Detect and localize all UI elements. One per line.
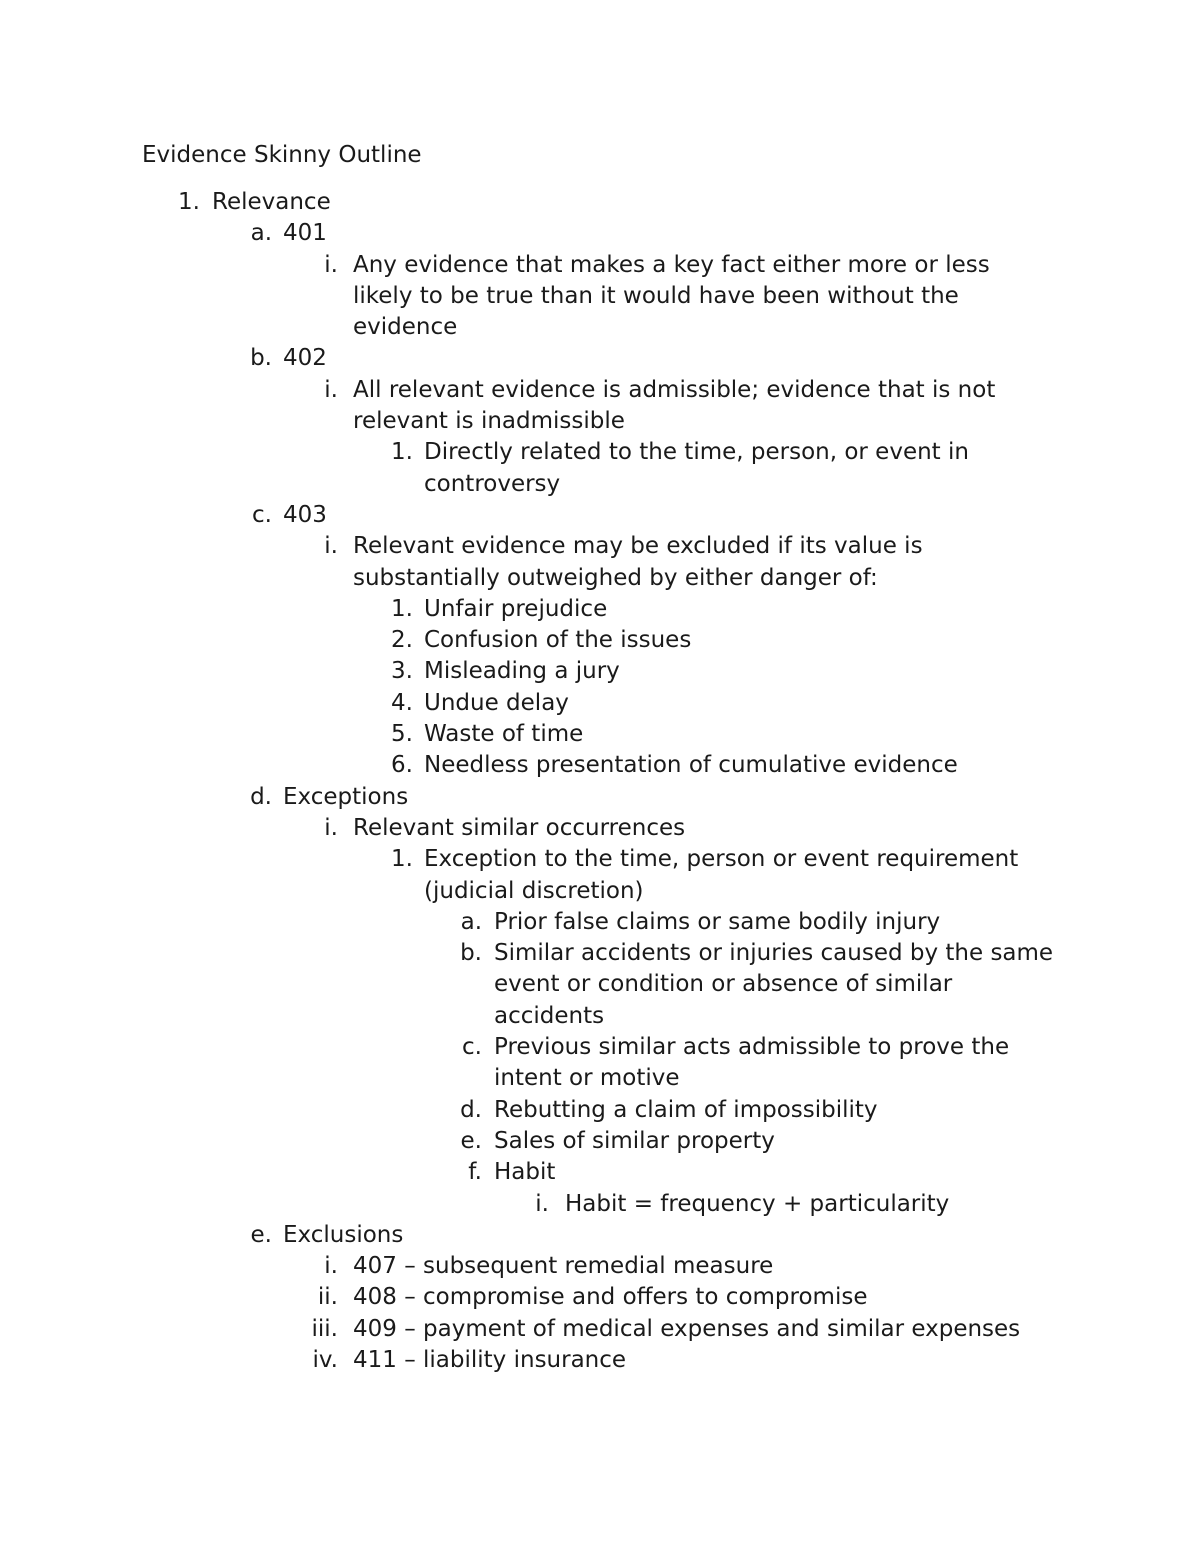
outline-item-marker: c. xyxy=(462,1034,482,1061)
outline-item-text: Habit = frequency + particularity xyxy=(565,1190,950,1217)
outline-item-text: 409 – payment of medical expenses and similar expenses xyxy=(353,1315,1021,1342)
outline-item-marker: iii. xyxy=(311,1315,338,1342)
outline-item-text: 402 xyxy=(283,345,327,372)
outline-item-marker: i. xyxy=(324,376,338,403)
outline-item xyxy=(0,437,1200,500)
outline-item-marker: i. xyxy=(324,251,338,278)
outline-item-marker: b. xyxy=(460,940,482,967)
outline-item-marker: 2. xyxy=(391,627,413,654)
outline-item-text: Relevant evidence may be excluded if its value is substantially outweighed by either danger of: xyxy=(353,533,923,591)
outline-item-text: Any evidence that makes a key fact either more or less likely to be true than it would have been without the evidence xyxy=(353,251,990,341)
outline-item xyxy=(0,343,1200,374)
outline-item-marker: c. xyxy=(252,501,272,528)
outline-item-marker: 6. xyxy=(391,752,413,779)
outline-item xyxy=(0,1032,1200,1095)
outline-item-marker: 1. xyxy=(391,439,413,466)
outline-item-text: Waste of time xyxy=(424,721,584,748)
outline-item-text: 401 xyxy=(283,220,327,247)
outline-item-marker: d. xyxy=(460,1096,482,1123)
outline-item xyxy=(0,719,1200,750)
outline-list xyxy=(0,187,1200,1376)
outline-item-text: Confusion of the issues xyxy=(424,627,692,654)
outline-item-marker: a. xyxy=(250,220,272,247)
outline-item-text: Relevant similar occurrences xyxy=(353,814,686,841)
outline-item xyxy=(0,844,1200,907)
outline-item-marker: 1. xyxy=(391,595,413,622)
outline-item xyxy=(0,1157,1200,1188)
outline-item xyxy=(0,688,1200,719)
outline-item xyxy=(0,782,1200,813)
outline-item-marker: 3. xyxy=(391,658,413,685)
outline-item-marker: i. xyxy=(324,1253,338,1280)
outline-item-text: Previous similar acts admissible to prove the intent or motive xyxy=(494,1034,1010,1092)
outline-item xyxy=(0,813,1200,844)
outline-item-text: Exception to the time, person or event requirement (judicial discretion) xyxy=(424,846,1019,904)
outline-item-text: Rebutting a claim of impossibility xyxy=(494,1096,878,1123)
outline-item xyxy=(0,907,1200,938)
outline-item-marker: ii. xyxy=(317,1284,338,1311)
outline-item xyxy=(0,250,1200,344)
outline-item-text: Exceptions xyxy=(283,783,409,810)
outline-item xyxy=(0,375,1200,438)
outline-item-text: Exclusions xyxy=(283,1221,404,1248)
outline-item-marker: 1. xyxy=(178,189,200,215)
outline-item-text: Sales of similar property xyxy=(494,1127,775,1154)
outline-item xyxy=(0,218,1200,249)
outline-item-marker: iv. xyxy=(312,1346,338,1373)
outline-item-text: Misleading a jury xyxy=(424,658,620,685)
outline-item xyxy=(0,625,1200,656)
outline-item-marker: e. xyxy=(250,1221,272,1248)
outline-item xyxy=(0,1282,1200,1313)
outline-item-text: 403 xyxy=(283,501,327,528)
outline-item-marker: b. xyxy=(250,345,272,372)
outline-item xyxy=(0,938,1200,1032)
outline-item xyxy=(0,750,1200,781)
outline-item xyxy=(0,531,1200,594)
outline-item-text: 408 – compromise and offers to compromise xyxy=(353,1284,868,1311)
outline-item-text: Unfair prejudice xyxy=(424,595,608,622)
outline-item-marker: d. xyxy=(250,783,272,810)
outline-item xyxy=(0,1345,1200,1376)
outline-item xyxy=(0,1220,1200,1251)
outline-item-text: Undue delay xyxy=(424,689,569,716)
outline-item xyxy=(0,594,1200,625)
outline-item-marker: 5. xyxy=(391,721,413,748)
outline-item xyxy=(0,656,1200,687)
outline-item-text: Similar accidents or injuries caused by the same event or condition or absence of similar accidents xyxy=(494,940,1054,1029)
outline-item-marker: 4. xyxy=(391,689,413,716)
outline-item-marker: 1. xyxy=(391,846,413,873)
outline-item xyxy=(0,1189,1200,1220)
outline-item xyxy=(0,1095,1200,1126)
outline-item-marker: i. xyxy=(535,1190,549,1217)
outline-item-text: 407 – subsequent remedial measure xyxy=(353,1253,774,1280)
outline-item-text: Prior false claims or same bodily injury xyxy=(494,908,941,935)
outline-item xyxy=(0,500,1200,531)
outline-item-marker: e. xyxy=(460,1127,482,1154)
outline-item xyxy=(0,1126,1200,1157)
outline-item-text: Habit xyxy=(494,1159,556,1186)
document-title: Evidence Skinny Outline xyxy=(142,142,422,168)
outline-item-text: 411 – liability insurance xyxy=(353,1346,627,1373)
outline-item xyxy=(0,1251,1200,1282)
outline-item-text: Relevance xyxy=(212,189,331,215)
outline-item-marker: f. xyxy=(468,1159,482,1186)
outline-item-text: Needless presentation of cumulative evidence xyxy=(424,752,958,779)
outline-item-text: All relevant evidence is admissible; evidence that is not relevant is inadmissible xyxy=(353,376,996,435)
outline-item-marker: a. xyxy=(460,908,482,935)
outline-item xyxy=(0,187,1200,218)
outline-item-marker: i. xyxy=(324,533,338,560)
outline-item xyxy=(0,1314,1200,1345)
outline-item-marker: i. xyxy=(324,814,338,841)
outline-item-text: Directly related to the time, person, or event in controversy xyxy=(424,439,969,497)
